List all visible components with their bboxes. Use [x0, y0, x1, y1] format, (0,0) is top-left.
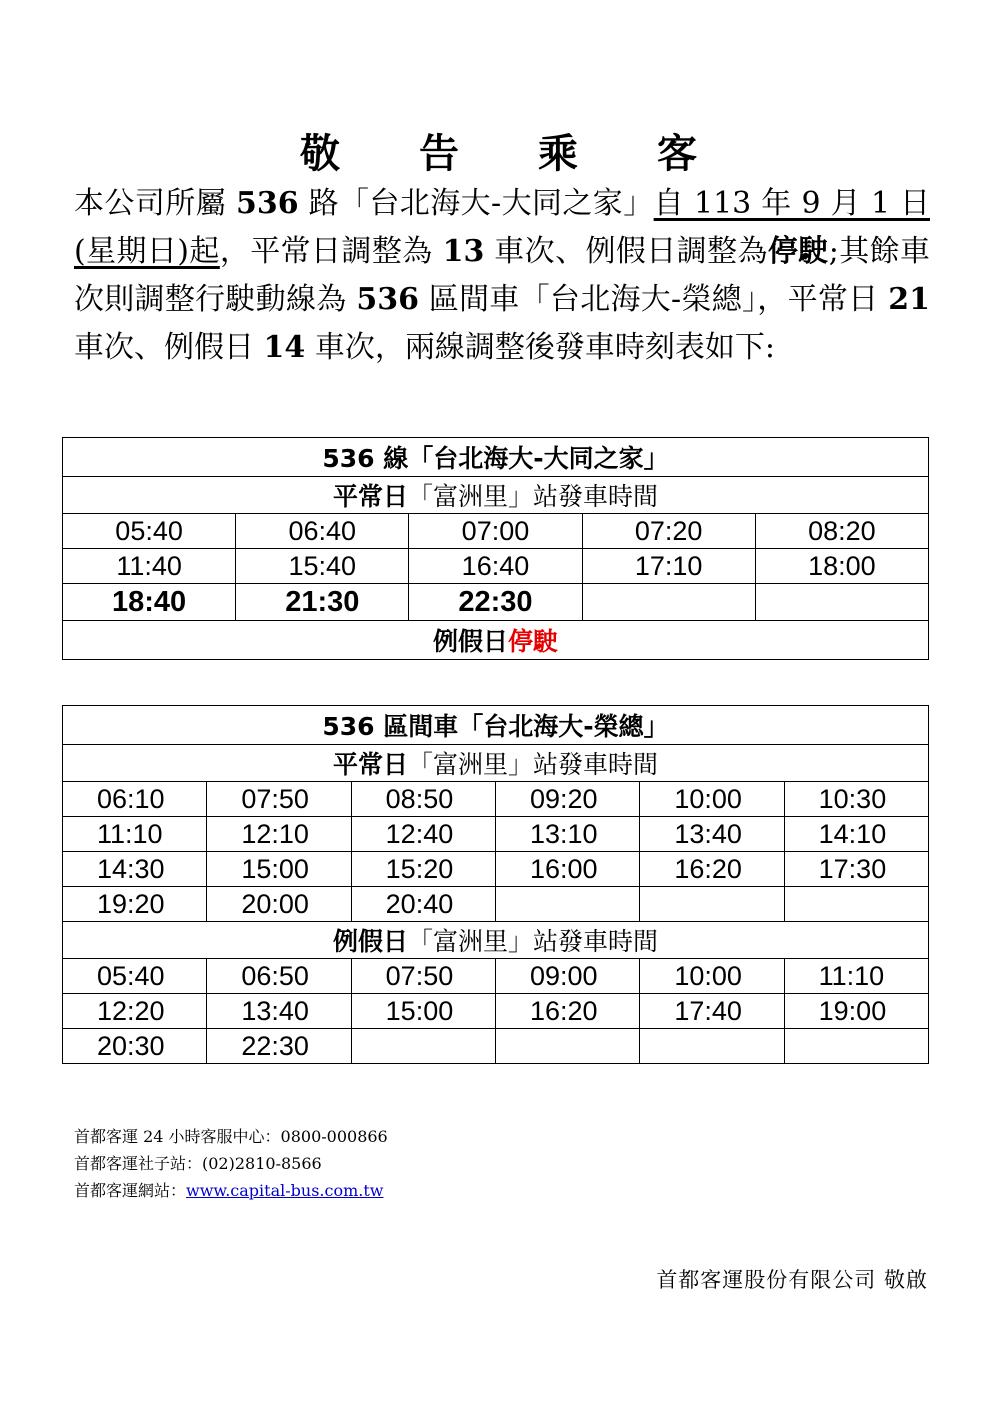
time-cell: 06:10 [63, 782, 207, 817]
time-cell [351, 1029, 495, 1064]
table-row [63, 549, 929, 584]
time-cell: 10:30 [784, 782, 928, 817]
time-cell: 11:10 [63, 817, 207, 852]
header-route-number: 536 [322, 444, 375, 473]
weekday-label: 平常日 [332, 750, 408, 779]
weekday-label: 平常日 [332, 482, 408, 511]
time-cell [784, 1029, 928, 1064]
table-row [63, 1029, 929, 1064]
station-label: 「富洲里」站發車時間 [408, 750, 659, 779]
header-route-number: 536 [322, 712, 375, 741]
suspended-text: 停駛 [767, 234, 829, 269]
header-route-name: 線「台北海大-大同之家」 [374, 444, 669, 473]
table-row [63, 782, 929, 817]
time-cell: 05:40 [63, 514, 236, 549]
title-char: 告 [419, 130, 462, 177]
time-cell: 16:20 [640, 852, 784, 887]
customer-service-line: 首都客運 24 小時客服中心：0800-000866 [74, 1127, 388, 1146]
time-cell: 07:20 [582, 514, 755, 549]
time-cell: 06:40 [236, 514, 409, 549]
time-cell: 14:10 [784, 817, 928, 852]
table-row [63, 817, 929, 852]
website-link[interactable]: www.capital-bus.com.tw [186, 1181, 384, 1200]
header-route-name: 區間車「台北海大-榮總」 [374, 712, 669, 741]
time-cell: 09:00 [495, 959, 639, 994]
time-cell: 17:40 [640, 994, 784, 1029]
time-cell: 20:00 [207, 887, 351, 922]
time-cell [784, 887, 928, 922]
alt-holiday-trip-count: 14 [263, 330, 306, 365]
contact-info [74, 1123, 388, 1204]
station-phone-line: 首都客運社子站：(02)2810-8566 [74, 1154, 322, 1173]
table-header [63, 706, 929, 745]
time-cell: 15:00 [207, 852, 351, 887]
holiday-status-row [63, 621, 929, 660]
time-cell: 14:30 [63, 852, 207, 887]
time-cell: 08:20 [755, 514, 928, 549]
time-cell: 15:40 [236, 549, 409, 584]
time-cell: 20:30 [63, 1029, 207, 1064]
effective-date: 自 113 年 9 月 1 日(星期日)起 [74, 186, 930, 269]
intro-text: 本公司所屬 [74, 186, 236, 221]
table-row [63, 852, 929, 887]
table-row [63, 887, 929, 922]
time-cell: 12:10 [207, 817, 351, 852]
time-cell: 15:20 [351, 852, 495, 887]
intro-text: 路「台北海大-大同之家」 [298, 186, 654, 221]
table-row [63, 959, 929, 994]
time-cell: 05:40 [63, 959, 207, 994]
notice-paragraph [74, 180, 930, 372]
intro-text: 車次、例假日調整為 [484, 234, 768, 269]
title-char: 敬 [300, 130, 343, 177]
time-cell: 10:00 [640, 959, 784, 994]
intro-text: ，平常日調整為 [219, 234, 443, 269]
website-label: 首都客運網站： [74, 1181, 187, 1200]
holiday-label: 例假日 [332, 927, 408, 956]
intro-text: 車次，兩線調整後發車時刻表如下: [305, 330, 775, 365]
station-label: 「富洲里」站發車時間 [408, 927, 659, 956]
time-cell: 21:30 [236, 584, 409, 621]
company-signature: 首都客運股份有限公司 敬啟 [656, 1268, 928, 1292]
notice-title [0, 122, 1000, 179]
time-cell [495, 887, 639, 922]
intro-text: ;其餘車次則調整行駛動線為 [74, 234, 930, 317]
weekday-trip-count: 13 [442, 234, 485, 269]
time-cell: 11:10 [784, 959, 928, 994]
weekday-subheader [63, 477, 929, 514]
table-row [63, 994, 929, 1029]
intro-text: 區間車「台北海大-榮總」，平常日 [418, 282, 889, 317]
time-cell: 17:10 [582, 549, 755, 584]
time-cell: 16:20 [495, 994, 639, 1029]
time-cell [582, 584, 755, 621]
time-cell [755, 584, 928, 621]
time-cell [640, 1029, 784, 1064]
time-cell: 13:10 [495, 817, 639, 852]
schedule-table-route-536-shuttle [62, 705, 929, 1064]
time-cell: 18:40 [63, 584, 236, 621]
table-row [63, 514, 929, 549]
table-row [63, 584, 929, 621]
time-cell: 10:00 [640, 782, 784, 817]
time-cell: 07:50 [351, 959, 495, 994]
time-cell: 09:20 [495, 782, 639, 817]
time-cell: 07:50 [207, 782, 351, 817]
alt-weekday-trip-count: 21 [888, 282, 930, 317]
time-cell: 12:40 [351, 817, 495, 852]
route-number: 536 [356, 282, 419, 317]
suspended-badge: 停駛 [508, 627, 559, 656]
time-cell: 19:00 [784, 994, 928, 1029]
title-char: 客 [657, 130, 700, 177]
time-cell: 15:00 [351, 994, 495, 1029]
table-header [63, 438, 929, 477]
intro-text: 車次、例假日 [74, 330, 264, 365]
weekday-subheader [63, 745, 929, 782]
route-number: 536 [236, 186, 299, 221]
time-cell: 22:30 [409, 584, 582, 621]
time-cell: 17:30 [784, 852, 928, 887]
time-cell [640, 887, 784, 922]
time-cell: 11:40 [63, 549, 236, 584]
time-cell: 19:20 [63, 887, 207, 922]
holiday-label: 例假日 [432, 627, 508, 656]
time-cell: 13:40 [640, 817, 784, 852]
time-cell: 16:40 [409, 549, 582, 584]
time-cell: 18:00 [755, 549, 928, 584]
holiday-subheader [63, 922, 929, 959]
schedule-table-route-536 [62, 437, 929, 660]
time-cell: 07:00 [409, 514, 582, 549]
station-label: 「富洲里」站發車時間 [408, 482, 659, 511]
time-cell: 20:40 [351, 887, 495, 922]
time-cell [495, 1029, 639, 1064]
time-cell: 16:00 [495, 852, 639, 887]
time-cell: 22:30 [207, 1029, 351, 1064]
website-line [74, 1177, 388, 1204]
time-cell: 12:20 [63, 994, 207, 1029]
time-cell: 08:50 [351, 782, 495, 817]
title-char: 乘 [538, 130, 581, 177]
time-cell: 06:50 [207, 959, 351, 994]
time-cell: 13:40 [207, 994, 351, 1029]
